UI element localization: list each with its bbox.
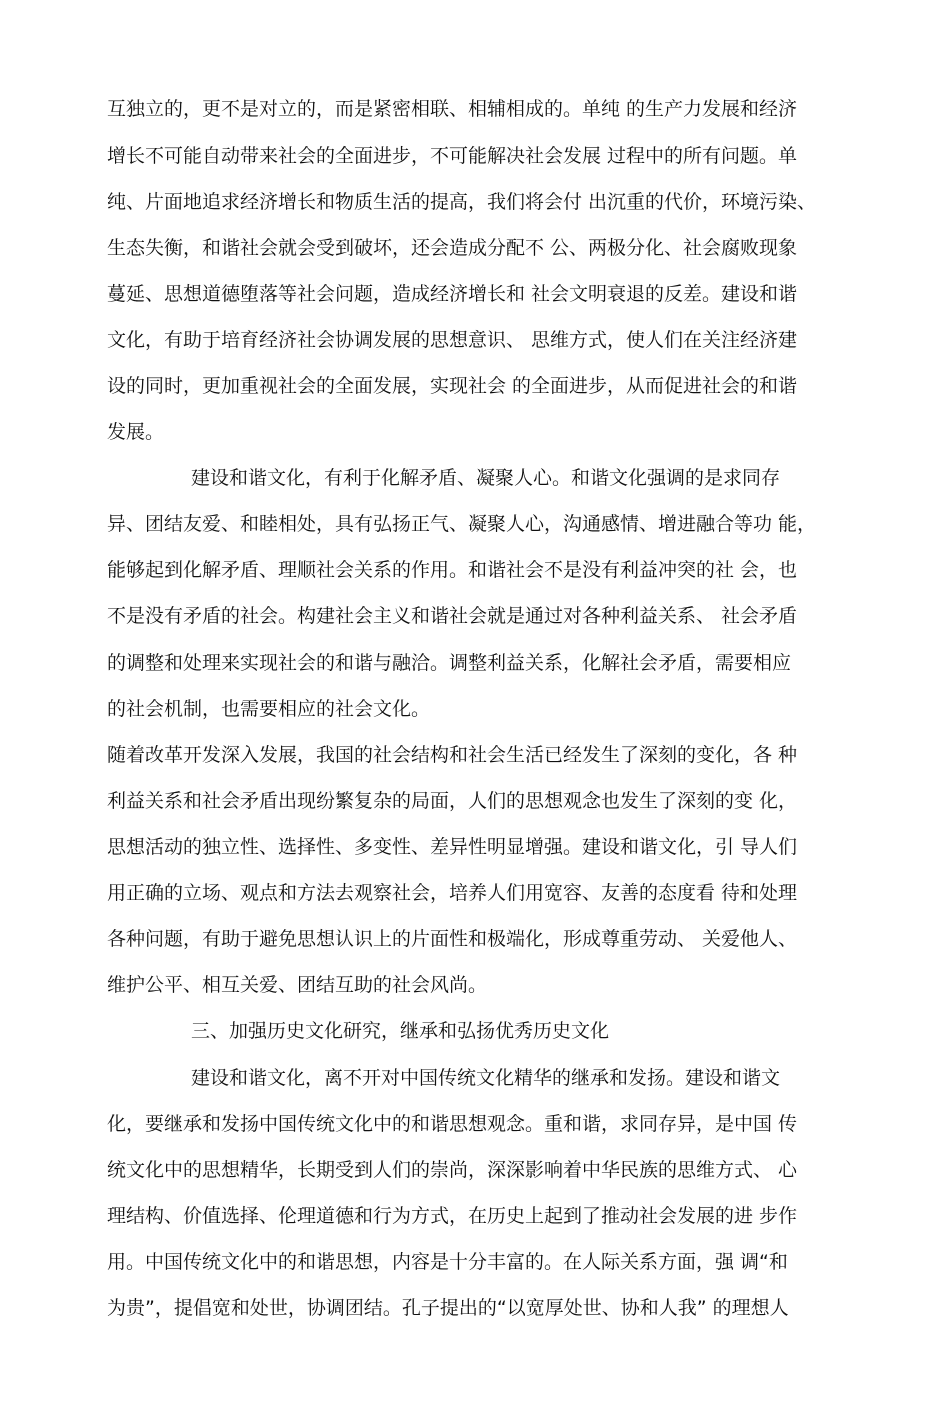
text-line: 异、团结友爱、和睦相处，具有弘扬正气、凝聚人心，沟通感情、增进融合等功 能， — [107, 513, 817, 535]
text-line: 设的同时，更加重视社会的全面发展，实现社会 的全面进步，从而促进社会的和谐 — [107, 375, 798, 397]
text-line: 纯、片面地追求经济增长和物质生活的提高，我们将会付 出沉重的代价，环境污染、 — [107, 191, 817, 213]
text-line: 的社会机制，也需要相应的社会文化。 — [107, 698, 431, 720]
text-line: 各种问题，有助于避免思想认识上的片面性和极端化，形成尊重劳动、 关爱他人、 — [107, 928, 798, 950]
text-line: 用正确的立场、观点和方法去观察社会，培养人们用宽容、友善的态度看 待和处理 — [107, 882, 798, 904]
text-line: 理结构、价值选择、伦理道德和行为方式，在历史上起到了推动社会发展的进 步作 — [107, 1205, 798, 1227]
text-line: 能够起到化解矛盾、理顺社会关系的作用。和谐社会不是没有利益冲突的社 会，也 — [107, 559, 798, 581]
text-line: 建设和谐文化，离不开对中国传统文化精华的继承和发扬。建设和谐文 — [191, 1067, 781, 1089]
text-line: 建设和谐文化，有利于化解矛盾、凝聚人心。和谐文化强调的是求同存 — [191, 467, 781, 489]
heading-line: 三、加强历史文化研究，继承和弘扬优秀历史文化 — [191, 1020, 610, 1042]
text-line: 用。中国传统文化中的和谐思想，内容是十分丰富的。在人际关系方面，强 调“和 — [107, 1251, 788, 1273]
text-line: 化，要继承和发扬中国传统文化中的和谐思想观念。重和谐，求同存异，是中国 传 — [107, 1113, 798, 1135]
text-line: 维护公平、相互关爱、团结互助的社会风尚。 — [107, 974, 488, 996]
text-line: 统文化中的思想精华，长期受到人们的崇尚，深深影响着中华民族的思维方式、 心 — [107, 1159, 798, 1181]
text-line: 生态失衡，和谐社会就会受到破坏，还会造成分配不 公、两极分化、社会腐败现象 — [107, 237, 798, 259]
text-line: 不是没有矛盾的社会。构建社会主义和谐社会就是通过对各种利益关系、 社会矛盾 — [107, 605, 798, 627]
text-line: 的调整和处理来实现社会的和谐与融洽。调整利益关系，化解社会矛盾，需要相应 — [107, 652, 792, 674]
text-line: 文化，有助于培育经济社会协调发展的思想意识、 思维方式，使人们在关注经济建 — [107, 329, 798, 351]
text-line: 随着改革开发深入发展，我国的社会结构和社会生活已经发生了深刻的变化，各 种 — [107, 744, 798, 766]
text-line: 增长不可能自动带来社会的全面进步，不可能解决社会发展 过程中的所有问题。单 — [107, 145, 798, 167]
text-line: 蔓延、思想道德堕落等社会问题，造成经济增长和 社会文明衰退的反差。建设和谐 — [107, 283, 798, 305]
text-line: 利益关系和社会矛盾出现纷繁复杂的局面，人们的思想观念也发生了深刻的变 化， — [107, 790, 798, 812]
text-line: 为贵”，提倡宽和处世，协调团结。孔子提出的“以宽厚处世、协和人我” 的理想人 — [107, 1297, 789, 1319]
text-line: 发展。 — [107, 421, 165, 443]
text-line: 互独立的，更不是对立的，而是紧密相联、相辅相成的。单纯 的生产力发展和经济 — [107, 98, 798, 120]
text-line: 思想活动的独立性、选择性、多变性、差异性明显增强。建设和谐文化，引 导人们 — [107, 836, 798, 858]
